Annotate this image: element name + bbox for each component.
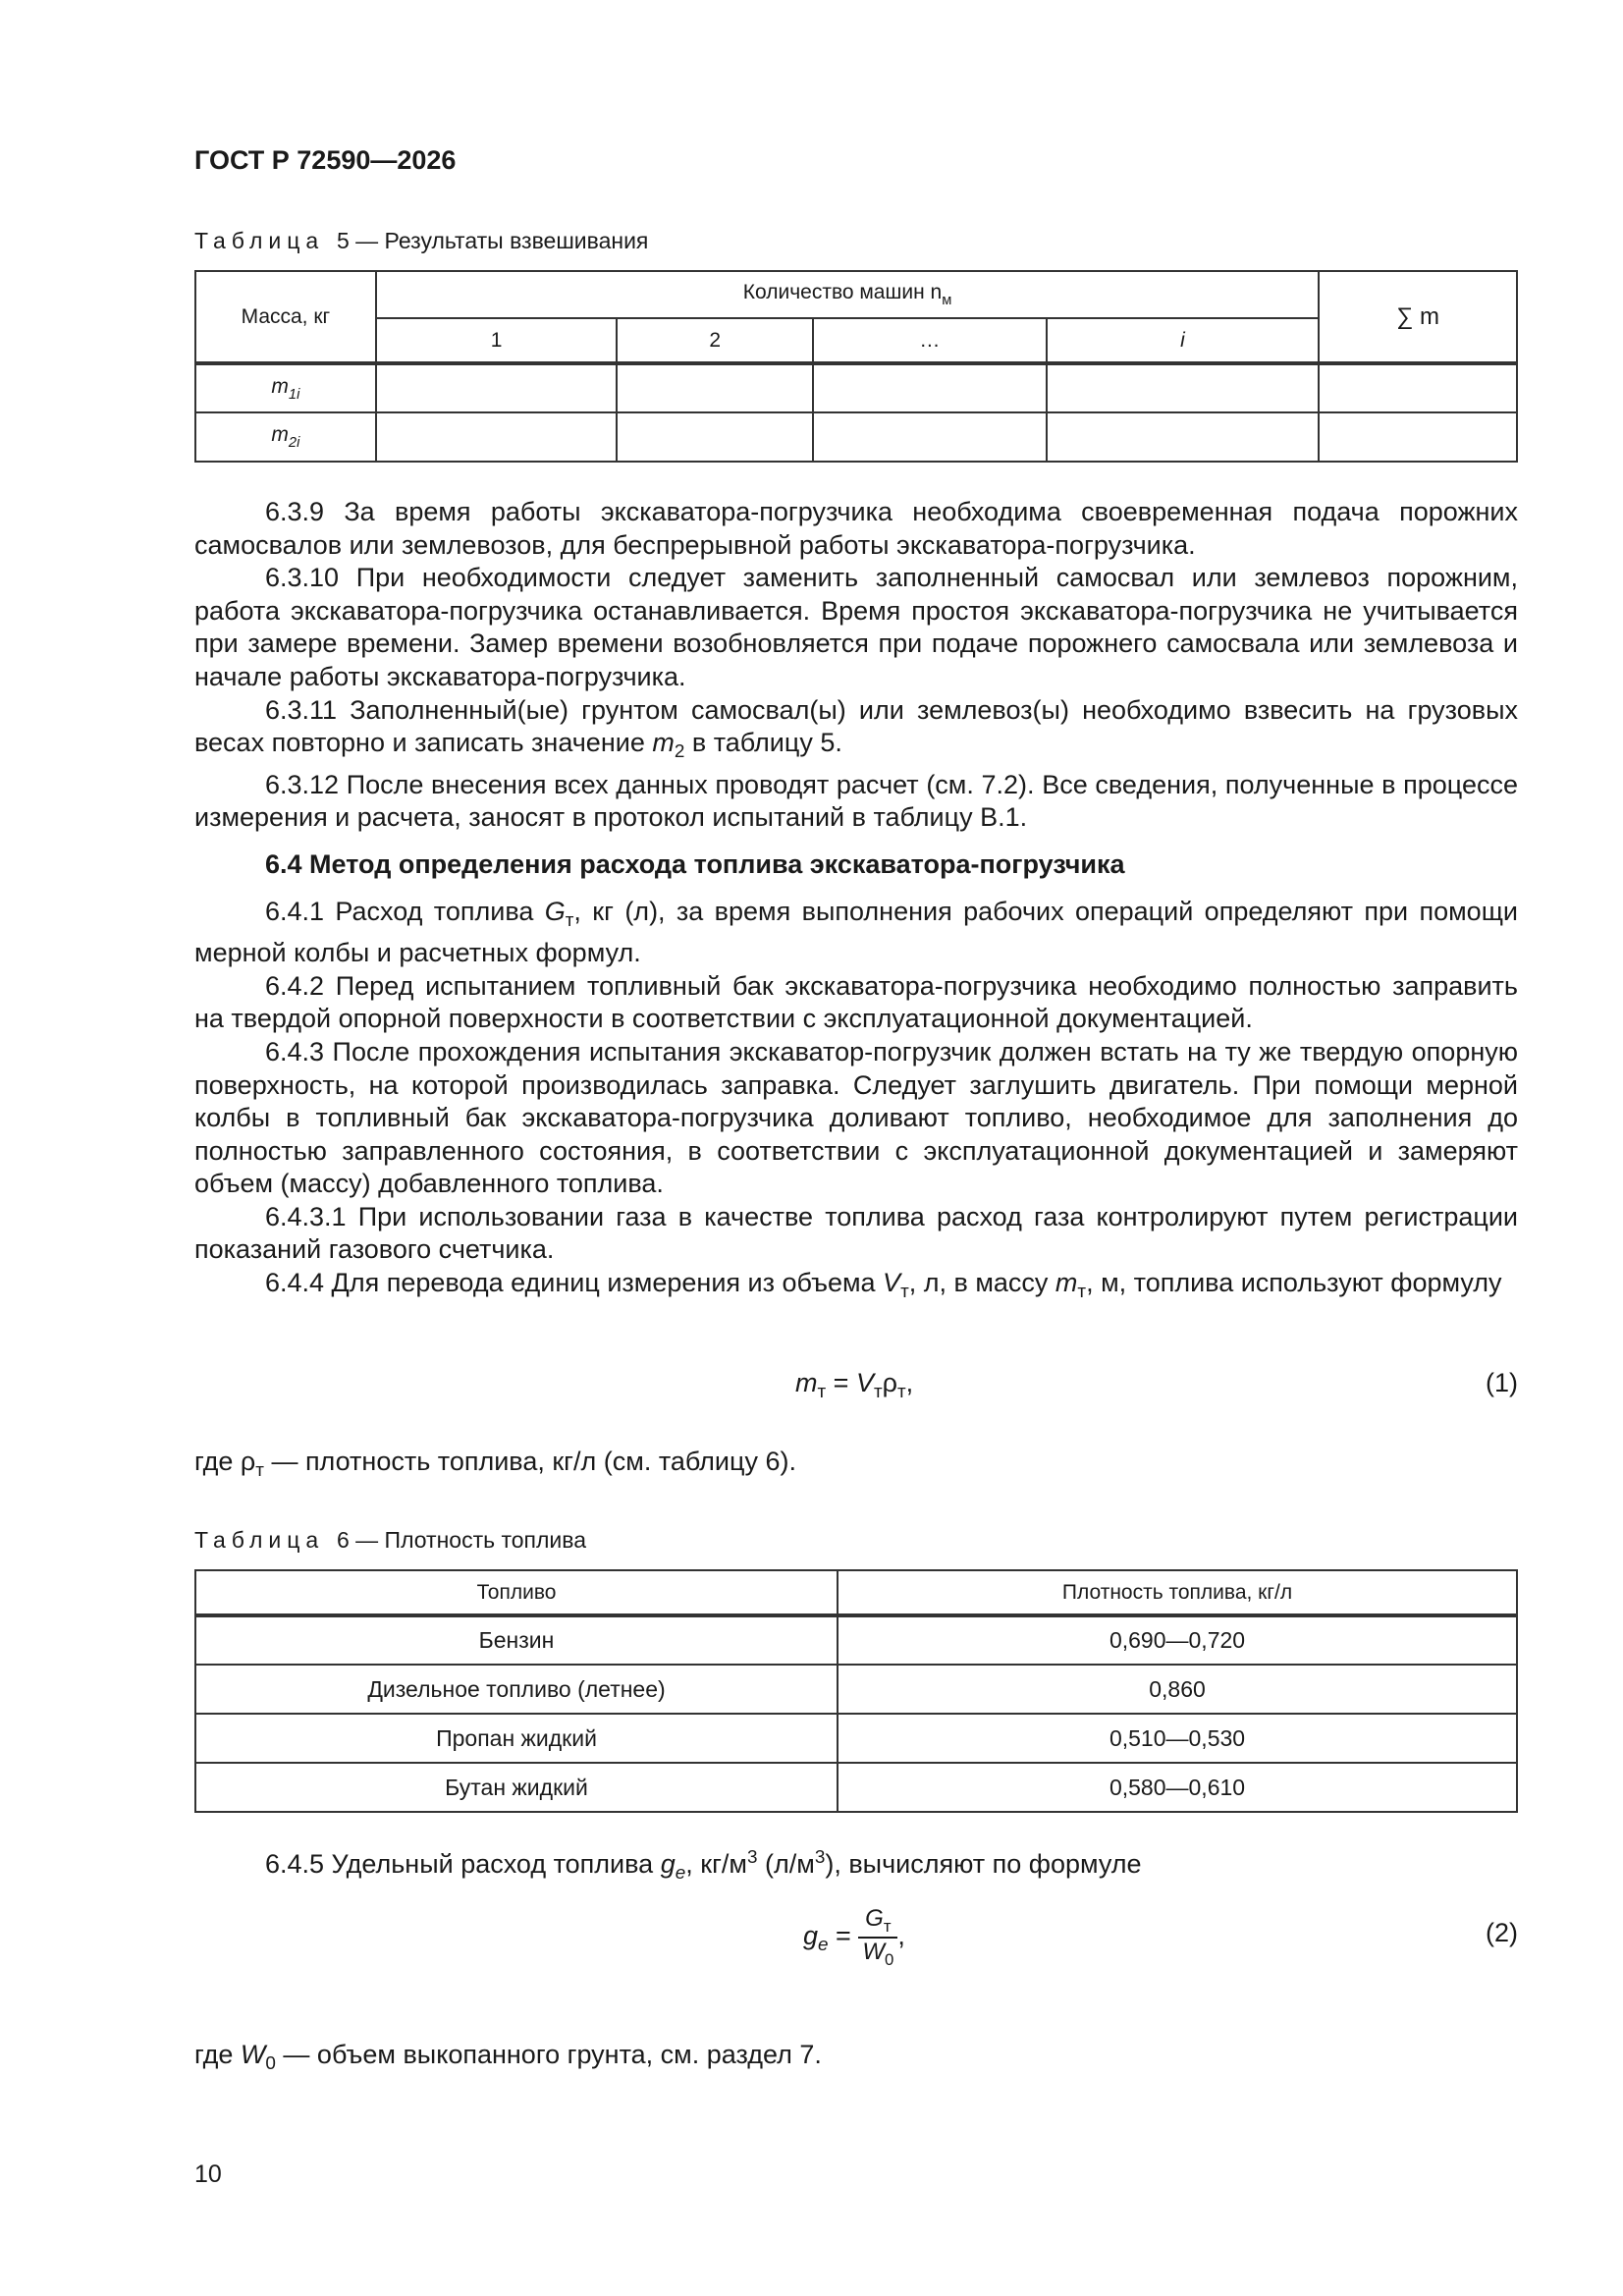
paragraph-6-3-11: 6.3.11 Заполненный(ые) грунтом самосвал(ы) или землевоз(ы) необходимо взвесить на грузовых весах повторно и записать значение $m_2$ в таблицу 5. <box>194 694 1518 763</box>
table5-weighing-results <box>194 270 1518 463</box>
table-row <box>195 1615 1517 1665</box>
table5-caption-prefix: Таблица <box>194 228 325 253</box>
paragraph-6-4-3-1: 6.4.3.1 При использовании газа в качестве топлива расход газа контролируют путем регистрации показаний газового счетчика. <box>194 1201 1518 1265</box>
section-heading-6-4: 6.4 Метод определения расхода топлива экскаватора-погрузчика <box>265 848 1125 879</box>
body-section-1 <box>194 496 1518 1309</box>
paragraph-6-3-9: 6.3.9 За время работы экскаватора-погрузчика необходима своевременная подача порожних самосвалов или землевозов, для беспрерывной работы экскаватора-погрузчика. <box>194 497 1518 560</box>
table6-caption-text: 6 — Плотность топлива <box>336 1527 587 1553</box>
table6-fuel-density <box>194 1569 1518 1813</box>
table6-fuel-cell: Бензин <box>195 1615 838 1665</box>
page-number: 10 <box>194 2160 222 2188</box>
table6-fuel-cell: Пропан жидкий <box>195 1714 838 1763</box>
paragraph-6-4-3: 6.4.3 После прохождения испытания экскаватор-погрузчик должен встать на ту же твердую опорную поверхность, на которой производилась заправка. Следует заглушить двигатель. При помощи мерной колбы в топливный бак экскаватора-погрузчика доливают топливо, необходимое для заполнения до полностью заправленного состояния, в соответствии с эксплуатационной документацией и замеряют объем (массу) добавленного топлива. <box>194 1036 1518 1199</box>
formula-2-fraction: $\frac{G_т}{W_0}$ <box>858 1905 897 1970</box>
table-row <box>195 363 1517 412</box>
table6-header-density: Плотность топлива, кг/л <box>838 1570 1517 1615</box>
table6-caption-prefix: Таблица <box>194 1527 325 1553</box>
table5-subcol: … <box>813 318 1047 363</box>
table6-density-cell: 0,580—0,610 <box>838 1763 1517 1812</box>
paragraph-6-3-12: 6.3.12 После внесения всех данных проводят расчет (см. 7.2). Все сведения, полученные в процессе измерения и расчета, заносят в протокол испытаний в таблицу В.1. <box>194 769 1518 833</box>
formula-2-number: (2) <box>1486 1918 1518 1947</box>
paragraph-6-3-10: 6.3.10 При необходимости следует заменить заполненный самосвал или землевоз порожним, работа экскаватора-погрузчика останавливается. Время простоя экскаватора-погрузчика не учитывается при замере времени. Замер времени возобновляется при подаче порожнего самосвала или землевоза и начале работы экскаватора-погрузчика. <box>194 563 1518 691</box>
formula-1: $m_т = V_т\rho_т$, <box>795 1368 914 1402</box>
table5-subcol: 2 <box>617 318 813 363</box>
table6-density-cell: 0,690—0,720 <box>838 1615 1517 1665</box>
paragraph-6-4-5: 6.4.5 Удельный расход топлива $g_e$, $кг/м^3$ $(л/м^3)$, вычисляют по формуле <box>265 1847 1142 1884</box>
formula-1-number: (1) <box>1486 1368 1518 1397</box>
table-row <box>195 1763 1517 1812</box>
table5-caption <box>194 228 648 254</box>
table6-caption <box>194 1527 586 1554</box>
table6-header-fuel: Топливо <box>195 1570 838 1615</box>
document-header: ГОСТ Р 72590—2026 <box>194 145 457 175</box>
formula-2: $g_e$ = $\frac{G_т}{W_0}$ , <box>803 1905 905 1969</box>
table-row <box>195 1714 1517 1763</box>
table-row <box>195 1665 1517 1714</box>
table5-caption-text: 5 — Результаты взвешивания <box>336 228 649 253</box>
table5-row-label: $m_{2i}$ <box>195 412 376 462</box>
where-clause-2: где $W_0$ — объем выкопанного грунта, см. раздел 7. <box>194 2040 822 2074</box>
where-clause-1: где $\rho_т$ — плотность топлива, кг/л (см. таблицу 6). <box>194 1447 796 1481</box>
paragraph-6-4-4: 6.4.4 Для перевода единиц измерения из объема $V_т$, л, в массу $m_т$, м, топлива используют формулу <box>265 1268 1502 1303</box>
table5-header-mass: Масса, кг <box>195 271 376 363</box>
paragraph-6-4-1: 6.4.1 Расход топлива $G_т$, кг (л), за время выполнения рабочих операций определяют при помощи мерной колбы и расчетных формул. <box>194 896 1518 968</box>
table-row <box>195 412 1517 462</box>
table5-subcol: 1 <box>376 318 618 363</box>
table6-fuel-cell: Дизельное топливо (летнее) <box>195 1665 838 1714</box>
table6-density-cell: 0,510—0,530 <box>838 1714 1517 1763</box>
table5-row-label: $m_{1i}$ <box>195 363 376 412</box>
table6-density-cell: 0,860 <box>838 1665 1517 1714</box>
table5-header-sum: ∑ m <box>1319 271 1517 363</box>
paragraph-6-4-2: 6.4.2 Перед испытанием топливный бак экскаватора-погрузчика необходимо полностью заправить на твердой опорной поверхности в соответствии с эксплуатационной документацией. <box>194 970 1518 1034</box>
table5-header-count: Количество машин $n_м$ <box>376 271 1319 318</box>
table6-fuel-cell: Бутан жидкий <box>195 1763 838 1812</box>
table5-subcol: i <box>1047 318 1320 363</box>
